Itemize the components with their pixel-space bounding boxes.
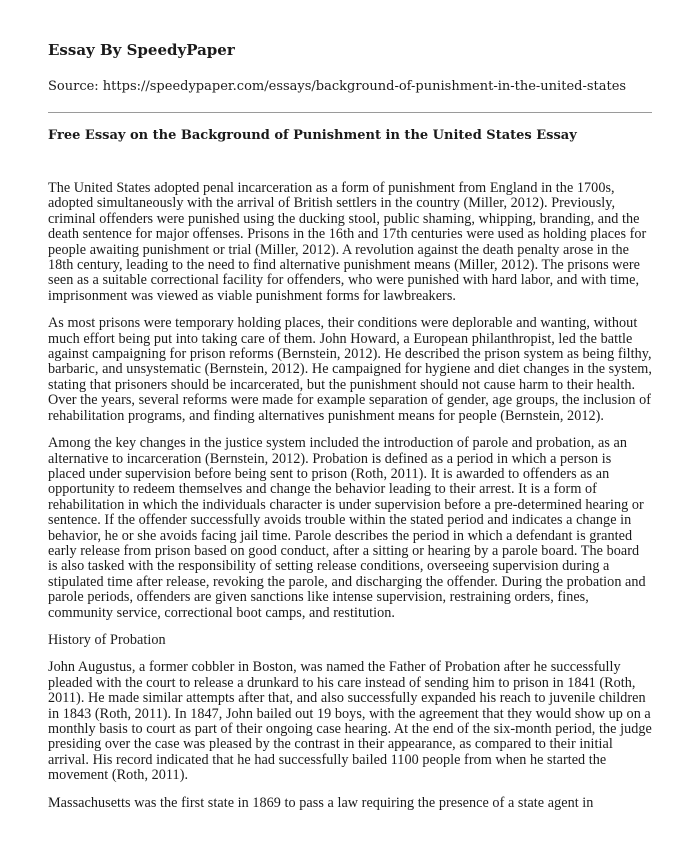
section-heading-history-of-probation: History of Probation [48, 631, 166, 648]
paragraph-5: Massachusetts was the first state in 1869 to pass a law requiring the presence of a state agent in [48, 794, 594, 811]
paragraph-4: John Augustus, a former cobbler in Boston, was named the Father of Probation after he successfully pleaded with the court to release a drunkard to his care instead of sending him to prison in 1841 (Roth, 2011). He made similar attempts after that, and also successfully expanded his reach to juvenile children in 1843 (Roth, 2011). In 1847, John bailed out 19 boys, with the agreement that they would show up on a monthly basis to court as part of their ongoing case hearing. At the end of the six-month period, the judge presiding over the case was pleased by the contrast in their appearance, as compared to their initial arrival. His record indicated that he had successfully bailed 1100 people from when he started the movement (Roth, 2011). [48, 659, 652, 784]
essay-title: Free Essay on the Background of Punishment in the United States Essay [48, 128, 577, 143]
paragraph-3: Among the key changes in the justice system included the introduction of parole and probation, as an alternative to incarceration (Bernstein, 2012). Probation is defined as a period in which a person is placed under supervision before being sent to prison (Roth, 2011). It is awarded to offenders as an opportunity to redeem themselves and change the behavior leading to their arrest. It is a form of rehabilitation in which the individuals character is under supervision before a pre-determined hearing or sentence. If the offender successfully avoids trouble within the stated period and indicates a change in behavior, he or she avoids facing jail time. Parole describes the period in which a defendant is granted early release from prison based on good conduct, after a sitting or hearing by a parole board. The board is also tasked with the responsibility of setting release conditions, overseeing supervision during a stipulated time after release, revoking the parole, and discharging the offender. During the probation and parole periods, offenders are given sanctions like intense supervision, restraining orders, fines, community service, correctional boot camps, and restitution. [48, 435, 646, 621]
essay-body [48, 181, 652, 811]
source-url: Source: https://speedypaper.com/essays/background-of-punishment-in-the-united-states [48, 79, 627, 94]
brand-title: Essay By SpeedyPaper [48, 41, 235, 59]
paragraph-2: As most prisons were temporary holding places, their conditions were deplorable and wanting, without much effort being put into taking care of them. John Howard, a European philanthropist, led the battle against campaigning for prison reforms (Bernstein, 2012). He described the prison system as being filthy, barbaric, and unsystematic (Bernstein, 2012). He campaigned for hygiene and diet changes in the system, stating that prisoners should be incarcerated, but the punishment should not cause harm to their health. Over the years, several reforms were made for example separation of gender, age groups, the inclusion of rehabilitation programs, and finding alternatives punishment means for people (Bernstein, 2012). [48, 315, 652, 424]
divider [48, 112, 652, 113]
paragraph-1: The United States adopted penal incarceration as a form of punishment from England in the 1700s, adopted simultaneously with the arrival of British settlers in the country (Miller, 2012). Previously, criminal offenders were punished using the ducking stool, public shaming, whipping, branding, and the death sentence for major offenses. Prisons in the 16th and 17th centuries were used as holding places for people awaiting punishment or trial (Miller, 2012). A revolution against the death penalty arose in the 18th century, leading to the need to find alternative punishment means (Miller, 2012). The prisons were seen as a suitable correctional facility for offenders, who were punished with hard labor, and with time, imprisonment was viewed as viable punishment forms for lawbreakers. [48, 180, 647, 304]
